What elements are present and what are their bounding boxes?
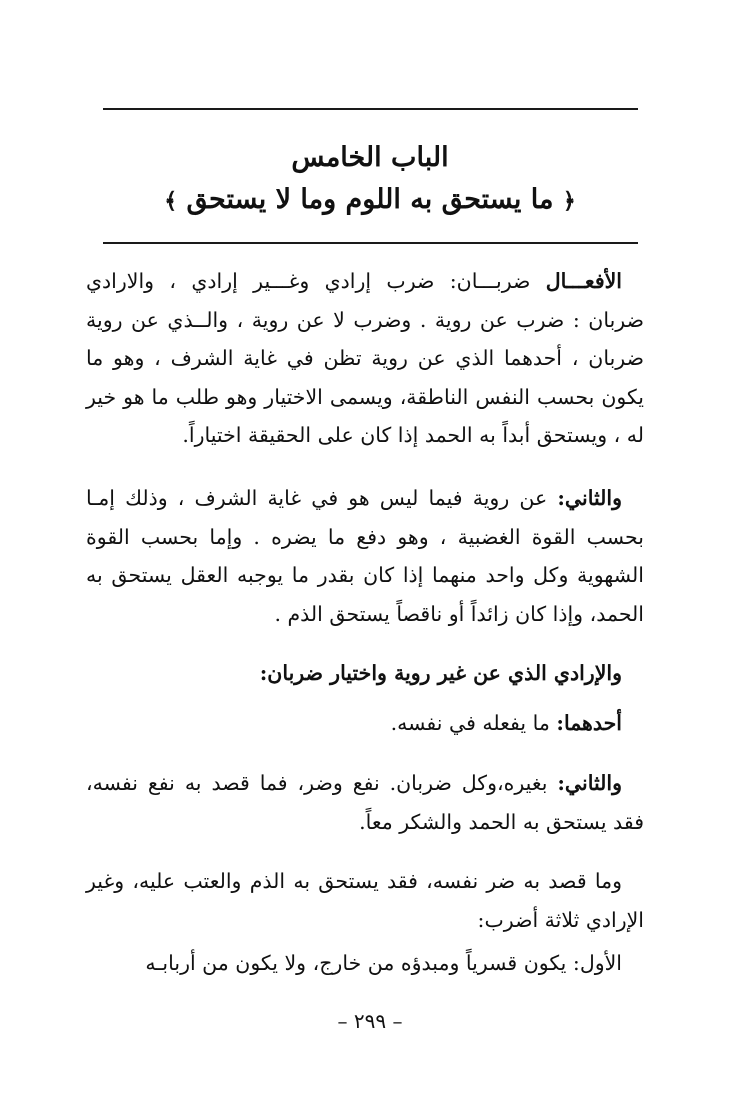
chapter-title: الباب الخامس	[291, 142, 449, 173]
chapter-subtitle-text: ما يستحق به اللوم وما لا يستحق	[186, 184, 554, 215]
paragraph-3	[86, 654, 644, 693]
paragraph-lead: والثاني:	[557, 771, 622, 795]
paragraph-5	[86, 764, 644, 841]
paragraph-lead: والإرادي الذي عن غير روية واختيار ضربان:	[259, 661, 622, 685]
paragraph-lead: أحدهما:	[556, 711, 622, 735]
ornament-bracket-left: ﴾	[164, 188, 178, 214]
paragraph-text: الأول: يكون قسرياً ومبدؤه من خارج، ولا يكون من أربابـه	[145, 951, 622, 975]
paragraph-text: ضربـــان: ضرب إرادي وغـــير إرادي ، والارادي ضربان : ضرب عن روية . وضرب لا عن روية ، والــذي عن روية ضربان ، أحدهما الذي عن روية تظن في غاية الشرف ، وهو ما يكون بحسب النفس الناطقة، ويسمى الاختيار وهو طلب ما هو خير له ، ويستحق أبداً به الحمد إذا كان على الحقيقة اختياراً.	[86, 269, 644, 447]
paragraph-text: بغيره،وكل ضربان. نفع وضر، فما قصد به نفع نفسه، فقد يستحق به الحمد والشكر معاً.	[86, 771, 644, 834]
paragraph-text: عن روية فيما ليس هو في غاية الشرف ، وذلك إمـا بحسب القوة الغضبية ، وهو دفع ما يضره . وإما بحسب القوة الشهوية وكل واحد منهما إذا كان بقدر ما يوجبه العقل يستحق به الحمد، وإذا كان زائداً أو ناقصاً يستحق الذم .	[86, 486, 644, 626]
bottom-divider	[103, 242, 638, 244]
paragraph-2	[86, 479, 644, 633]
paragraph-text: ما يفعله في نفسه.	[390, 711, 557, 735]
chapter-subtitle	[90, 180, 650, 221]
top-divider	[103, 108, 638, 110]
paragraph-text: وما قصد به ضر نفسه، فقد يستحق به الذم والعتب عليه، وغير الإرادي ثلاثة أضرب:	[86, 869, 644, 932]
paragraph-lead: والثاني:	[557, 486, 622, 510]
ornament-bracket-right: ﴿	[562, 188, 576, 214]
page-number: – ٢٩٩ –	[337, 1009, 403, 1033]
paragraph-1	[86, 262, 644, 455]
paragraph-7	[86, 944, 644, 983]
paragraph-lead: الأفعـــال	[545, 269, 622, 293]
paragraph-4	[86, 704, 644, 743]
paragraph-6	[86, 862, 644, 939]
